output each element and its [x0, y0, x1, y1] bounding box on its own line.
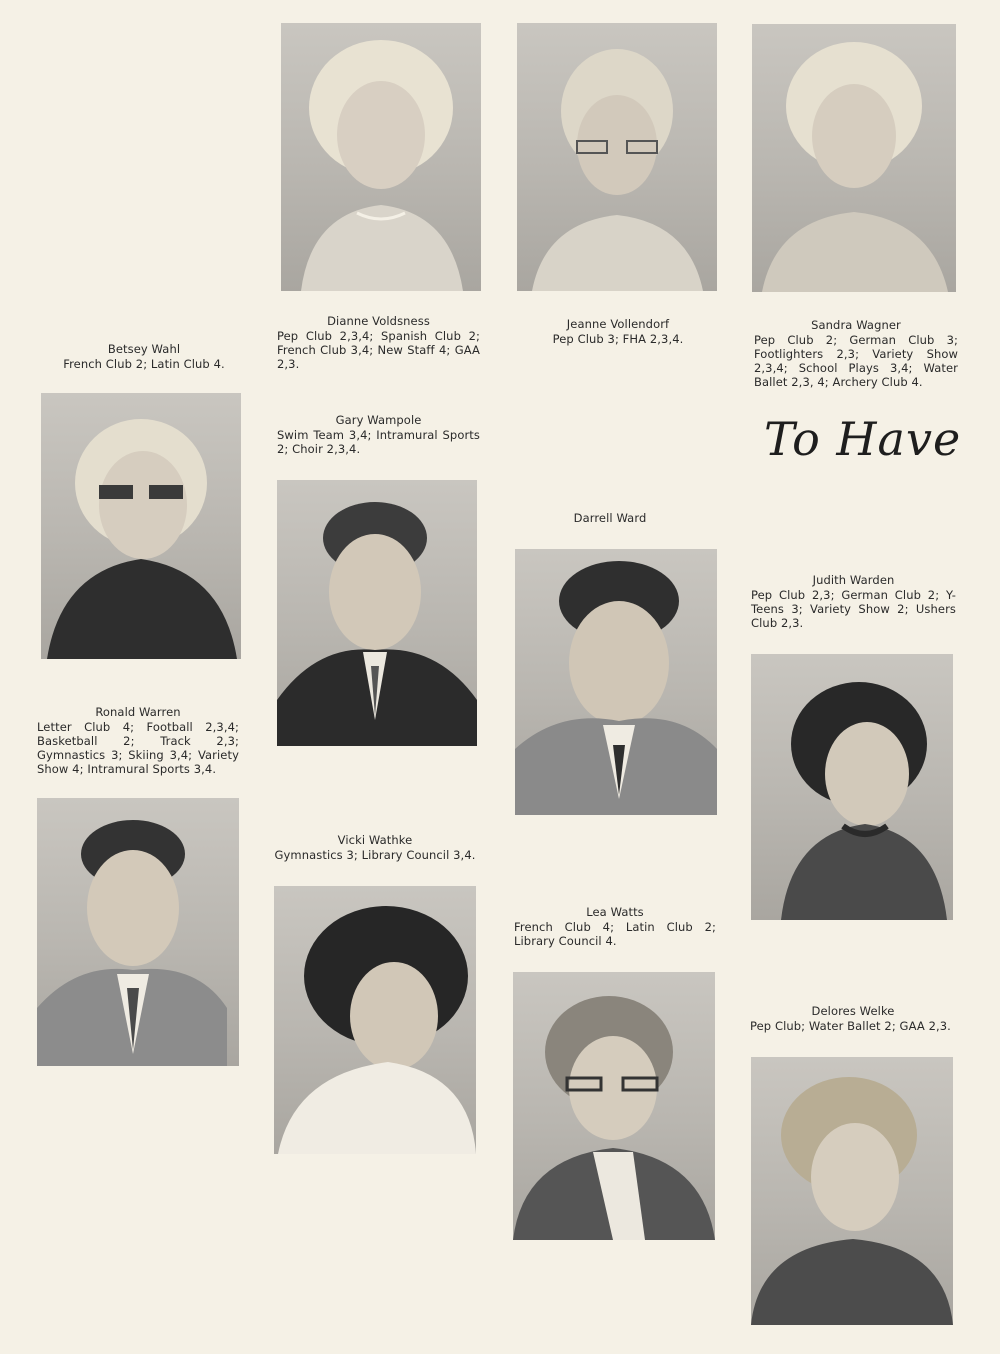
- caption-sandra-wagner: [754, 318, 958, 389]
- student-activities: French Club 2; Latin Club 4.: [63, 357, 225, 371]
- student-name: Judith Warden: [812, 573, 895, 587]
- student-activities: Pep Club 2,3,4; Spanish Club 2; French Club 3,4; New Staff 4; GAA 2,3.: [277, 329, 480, 371]
- portrait-betsey-wahl: [41, 393, 241, 659]
- student-activities: Gymnastics 3; Library Council 3,4.: [274, 848, 476, 862]
- caption-dianne-voldsness: [277, 314, 480, 371]
- student-name: Ronald Warren: [95, 705, 181, 719]
- student-name: Gary Wampole: [335, 413, 422, 427]
- portrait-darrell-ward: [515, 549, 717, 815]
- caption-gary-wampole: [277, 413, 480, 456]
- caption-delores-welke: [750, 1004, 956, 1033]
- portrait-vicki-wathke: [274, 886, 476, 1154]
- portrait-sandra-wagner: [752, 24, 956, 292]
- student-name: Betsey Wahl: [107, 342, 181, 356]
- student-name: Sandra Wagner: [811, 318, 901, 332]
- student-name: Lea Watts: [586, 905, 644, 919]
- student-activities: French Club 4; Latin Club 2; Library Council 4.: [514, 920, 716, 948]
- student-name: Delores Welke: [811, 1004, 895, 1018]
- student-name: Jeanne Vollendorf: [566, 317, 670, 331]
- caption-jeanne-vollendorf: [520, 317, 716, 346]
- caption-darrell-ward: [512, 511, 708, 526]
- student-activities: Pep Club 2; German Club 3; Footlighters 2,3; Variety Show 2,3,4; School Plays 3,4; Water Ballet 2,3, 4; Archery Club 4.: [754, 333, 958, 389]
- caption-judith-warden: [751, 573, 956, 630]
- caption-lea-watts: [514, 905, 716, 948]
- student-activities: Pep Club 3; FHA 2,3,4.: [552, 332, 684, 346]
- student-activities: Swim Team 3,4; Intramural Sports 2; Choir 2,3,4.: [277, 428, 480, 456]
- portrait-delores-welke: [751, 1057, 953, 1325]
- caption-vicki-wathke: [273, 833, 477, 862]
- section-title: To Have: [764, 412, 962, 466]
- portrait-ronald-warren: [37, 798, 239, 1066]
- portrait-jeanne-vollendorf: [517, 23, 717, 291]
- student-activities: Pep Club 2,3; German Club 2; Y-Teens 3; Variety Show 2; Ushers Club 2,3.: [751, 588, 956, 630]
- student-name: Dianne Voldsness: [327, 314, 430, 328]
- portrait-lea-watts: [513, 972, 715, 1240]
- student-name: Vicki Wathke: [337, 833, 413, 847]
- portrait-dianne-voldsness: [281, 23, 481, 291]
- student-name: Darrell Ward: [573, 511, 647, 525]
- portrait-gary-wampole: [277, 480, 477, 746]
- student-activities: Pep Club; Water Ballet 2; GAA 2,3.: [750, 1019, 951, 1033]
- caption-betsey-wahl: [44, 342, 244, 371]
- student-activities: Letter Club 4; Football 2,3,4; Basketball 2; Track 2,3; Gymnastics 3; Skiing 3,4; Variety Show 4; Intramural Sports 3,4.: [37, 720, 239, 776]
- portrait-judith-warden: [751, 654, 953, 920]
- caption-ronald-warren: [37, 705, 239, 776]
